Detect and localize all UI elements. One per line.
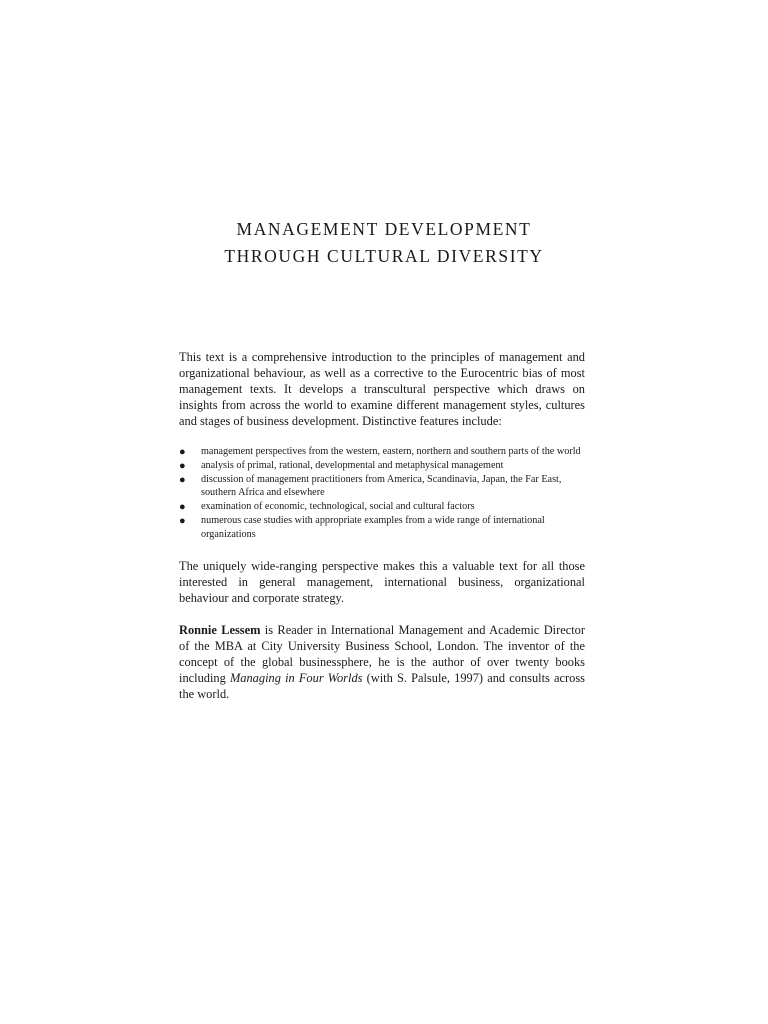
- book-title-line-1: MANAGEMENT DEVELOPMENT: [236, 219, 532, 239]
- feature-item: [179, 473, 585, 501]
- summary-paragraph: The uniquely wide-ranging perspective makes this a valuable text for all those interested in general management, international business, organizational behaviour and corporate strategy.: [179, 558, 585, 605]
- author-bio-text-end: (with S. Palsule, 1997) and consults across the world.: [179, 670, 585, 701]
- features-list: [179, 445, 585, 542]
- feature-item: [179, 445, 585, 459]
- bullet-icon: ●: [179, 514, 186, 527]
- bullet-icon: ●: [179, 446, 186, 458]
- feature-text: examination of economic, technological, social and cultural factors: [201, 501, 475, 513]
- author-name: Ronnie Lessem: [179, 622, 261, 637]
- feature-text: discussion of management practitioners from America, Scandinavia, Japan, the Far East, southern Africa and elsewhere: [201, 473, 562, 499]
- book-title-line-2: THROUGH CULTURAL DIVERSITY: [224, 246, 544, 266]
- author-bio-text: is Reader in International Management and Academic Director of the MBA at City University Business School, London. The inventor of the concept of the global businessphere, he is the author of over twenty books including: [179, 622, 585, 685]
- feature-item: [179, 459, 585, 473]
- feature-text: analysis of primal, rational, developmental and metaphysical management: [201, 459, 504, 471]
- feature-text: management perspectives from the western, eastern, northern and southern parts of the world: [201, 446, 581, 457]
- book-title-reference: Managing in Four Worlds: [229, 670, 363, 685]
- feature-item: [179, 514, 585, 542]
- author-bio-paragraph: [179, 622, 585, 702]
- blurb-body: [179, 349, 585, 702]
- intro-paragraph: This text is a comprehensive introduction to the principles of management and organizational behaviour, as well as a corrective to the Eurocentric bias of most management texts. It develops a transcultural perspective which draws on insights from across the world to examine different management styles, cultures and stages of business development. Distinctive features include:: [179, 350, 585, 428]
- book-title: [0, 216, 768, 270]
- bullet-icon: ●: [179, 459, 186, 472]
- feature-item: [179, 500, 585, 514]
- bullet-icon: ●: [179, 501, 186, 514]
- feature-text: numerous case studies with appropriate examples from a wide range of international organizations: [201, 514, 545, 540]
- bullet-icon: ●: [179, 473, 186, 486]
